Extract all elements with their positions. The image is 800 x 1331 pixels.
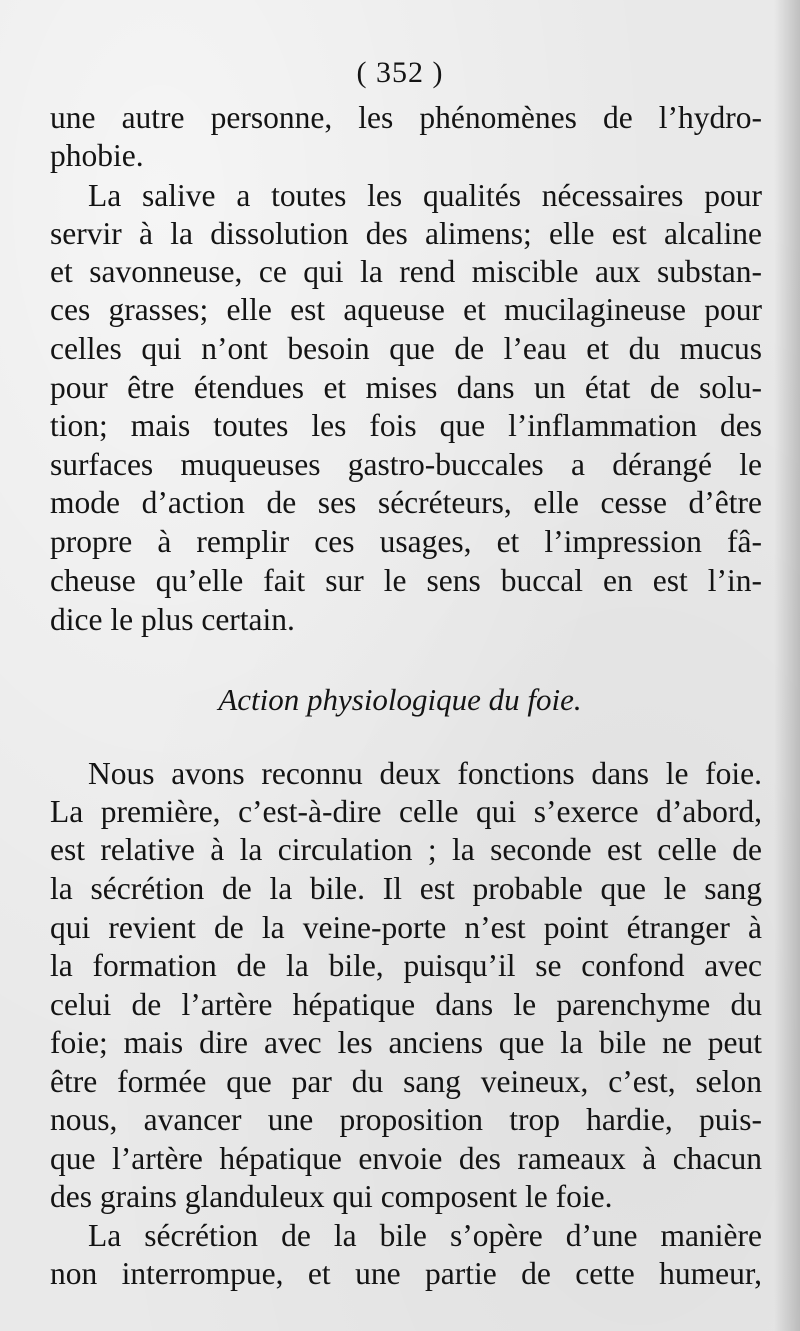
text-line: non interrompue, et une partie de cette humeur, (50, 1256, 762, 1291)
text-line: foie; mais dire avec les anciens que la bile ne peut (50, 1025, 762, 1060)
text-line: Nous avons reconnu deux fonctions dans le foie. (88, 756, 762, 791)
text-line: phobie. (50, 138, 144, 173)
text-line: La sécrétion de la bile s’opère d’une manière (88, 1218, 762, 1253)
text-line: la formation de la bile, puisqu’il se confond avec (50, 948, 762, 983)
text-line: que l’artère hépatique envoie des rameaux à chacun (50, 1141, 762, 1176)
text-line: nous, avancer une proposition trop hardie, puis- (50, 1102, 762, 1137)
text-line: une autre personne, les phénomènes de l’hydro- (50, 100, 762, 135)
text-line: cheuse qu’elle fait sur le sens buccal en est l’in- (50, 563, 762, 598)
text-line: la sécrétion de la bile. Il est probable que le sang (50, 871, 762, 906)
text-line: est relative à la circulation ; la seconde est celle de (50, 832, 762, 867)
text-line: pour être étendues et mises dans un état de solu- (50, 370, 762, 405)
text-line: celui de l’artère hépatique dans le parenchyme du (50, 987, 762, 1022)
text-line: tion; mais toutes les fois que l’inflammation des (50, 408, 762, 443)
text-line: La salive a toutes les qualités nécessaires pour (88, 178, 762, 213)
text-line: qui revient de la veine-porte n’est point étranger à (50, 910, 762, 945)
text-line: La première, c’est-à-dire celle qui s’exerce d’abord, (50, 794, 762, 829)
text-line: celles qui n’ont besoin que de l’eau et du mucus (50, 331, 762, 366)
text-line: être formée que par du sang veineux, c’est, selon (50, 1064, 762, 1099)
text-line: et savonneuse, ce qui la rend miscible aux substan- (50, 254, 762, 289)
text-line: ces grasses; elle est aqueuse et mucilagineuse pour (50, 292, 762, 327)
section-heading: Action physiologique du foie. (218, 682, 582, 717)
page-number: ( 352 ) (356, 56, 444, 89)
text-line: des grains glanduleux qui composent le foie. (50, 1179, 613, 1214)
text-line: dice le plus certain. (50, 602, 295, 637)
page-edge-shadow (774, 0, 800, 1331)
text-line: surfaces muqueuses gastro-buccales a dérangé le (50, 447, 762, 482)
text-line: servir à la dissolution des alimens; elle est alcaline (50, 216, 762, 251)
text-line: mode d’action de ses sécréteurs, elle cesse d’être (50, 485, 762, 520)
text-line: propre à remplir ces usages, et l’impression fâ- (50, 524, 762, 559)
